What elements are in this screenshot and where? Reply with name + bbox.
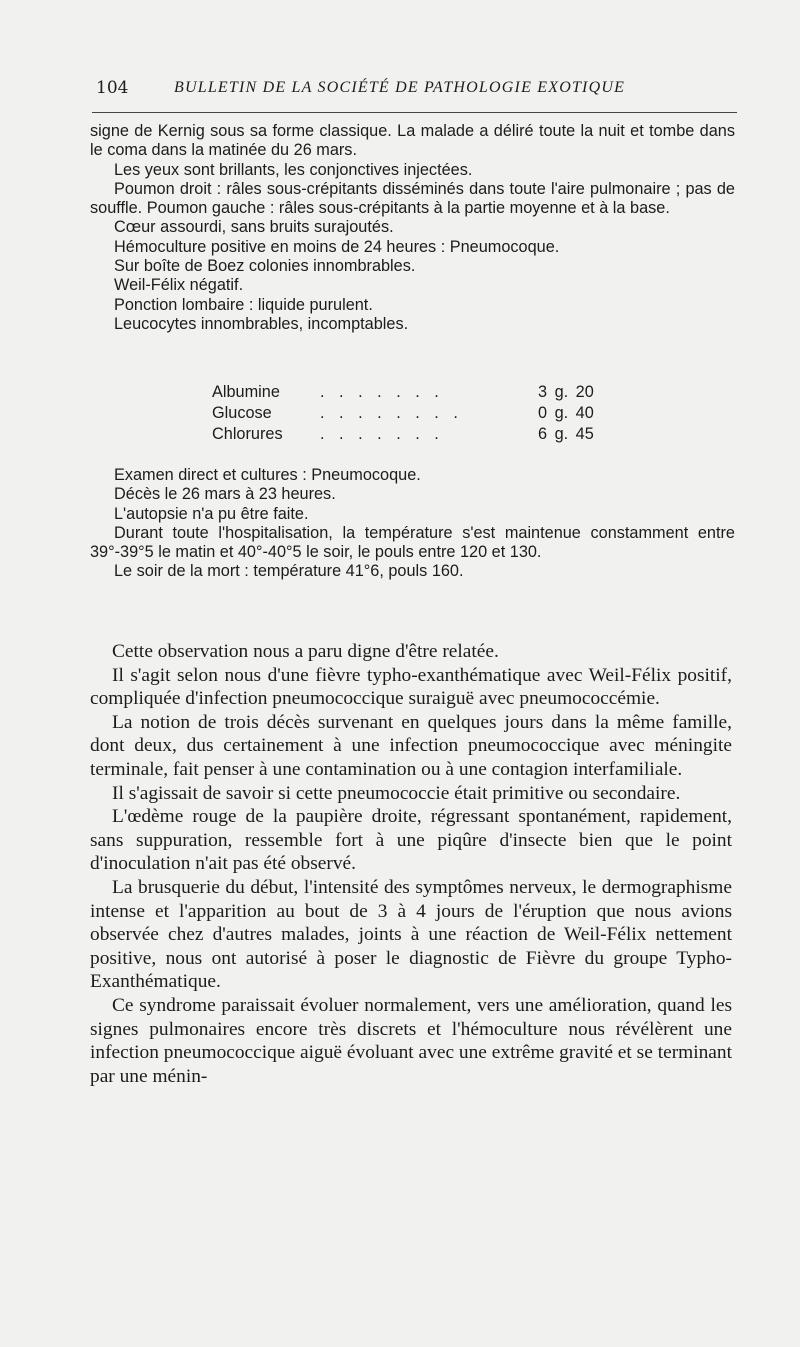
lab-value: 3 g. 20 [538,383,594,401]
case-line: Décès le 26 mars à 23 heures. [114,485,336,504]
lab-row [212,425,632,446]
case-line: Les yeux sont brillants, les conjonctives injectées. [114,160,473,179]
case-line: Sur boîte de Boez colonies innombrables. [114,257,416,276]
case-line: Ponction lombaire : liquide purulent. [114,295,373,314]
discussion-body [90,640,732,1088]
lab-value: 0 g. 40 [538,404,594,422]
lab-row [212,404,632,425]
case-line: Cœur assourdi, sans bruits surajoutés. [114,218,394,237]
body-paragraph: La notion de trois décès survenant en quelques jours dans la même famille, dont deux, dus certainement à une infection pneumococcique avec méningite terminale, fait penser à une contamination ou à une contagion interfamiliale. [90,711,732,780]
case-line: Leucocytes innombrables, incomptables. [114,314,409,333]
lab-leader-dots: . . . . . . . [320,383,444,401]
lab-row [212,383,632,404]
case-line: L'autopsie n'a pu être faite. [114,504,309,523]
case-line: Weil-Félix négatif. [114,276,244,295]
case-notes-top [90,122,735,334]
running-title: BULLETIN DE LA SOCIÉTÉ DE PATHOLOGIE EXOTIQUE [174,79,626,96]
lab-leader-dots: . . . . . . . . [320,404,463,422]
page-number: 104 [96,78,129,98]
case-line: Le soir de la mort : température 41°6, pouls 160. [114,562,464,581]
body-paragraph: Il s'agit selon nous d'une fièvre typho-exanthématique avec Weil-Félix positif, compliquée d'infection pneumococcique suraiguë avec pneumococcémie. [90,664,732,710]
case-line: Durant toute l'hospitalisation, la température s'est maintenue constamment entre 39°-39°5 le matin et 40°-40°5 le soir, le pouls entre 120 et 130. [90,523,735,562]
lab-name: Albumine [212,383,280,401]
case-line: Hémoculture positive en moins de 24 heures : Pneumocoque. [114,237,560,256]
body-paragraph: La brusquerie du début, l'intensité des symptômes nerveux, le dermographisme intense et l'apparition au bout de 3 à 4 jours de l'éruption que nous avions observée chez d'autres malades, joints à une réaction de Weil-Félix nettement positive, nous ont autorisé à poser le diagnostic de Fièvre du groupe Typho-Exanthématique. [90,876,732,993]
case-notes-bottom [90,466,735,582]
csf-lab-table [212,383,632,446]
body-paragraph: L'œdème rouge de la paupière droite, régressant spontanément, rapidement, sans suppuration, ressemble fort à une piqûre d'insecte bien que le point d'inoculation n'ait pas été observé. [90,806,732,875]
lab-name: Chlorures [212,425,283,443]
case-line: Poumon droit : râles sous-crépitants disséminés dans toute l'aire pulmonaire ; pas de souffle. Poumon gauche : râles sous-crépitants à la partie moyenne et à la base. [90,179,735,218]
lab-leader-dots: . . . . . . . [320,425,444,443]
case-line: Examen direct et cultures : Pneumocoque. [114,466,421,484]
lab-value: 6 g. 45 [538,425,594,443]
body-paragraph: Il s'agissait de savoir si cette pneumococcie était primitive ou secondaire. [112,782,681,804]
header-rule [92,112,737,113]
lab-name: Glucose [212,404,272,422]
body-paragraph: Cette observation nous a paru digne d'être relatée. [112,641,499,662]
case-line: signe de Kernig sous sa forme classique. La malade a déliré toute la nuit et tombe dans le coma dans la matinée du 26 mars. [90,122,735,160]
page-header [96,78,736,108]
body-paragraph: Ce syndrome paraissait évoluer normalement, vers une amélioration, quand les signes pulmonaires encore très discrets et l'hémoculture nous révélèrent une infection pneumococcique aiguë évoluant avec une extrême gravité et se terminant par une ménin- [90,994,732,1087]
